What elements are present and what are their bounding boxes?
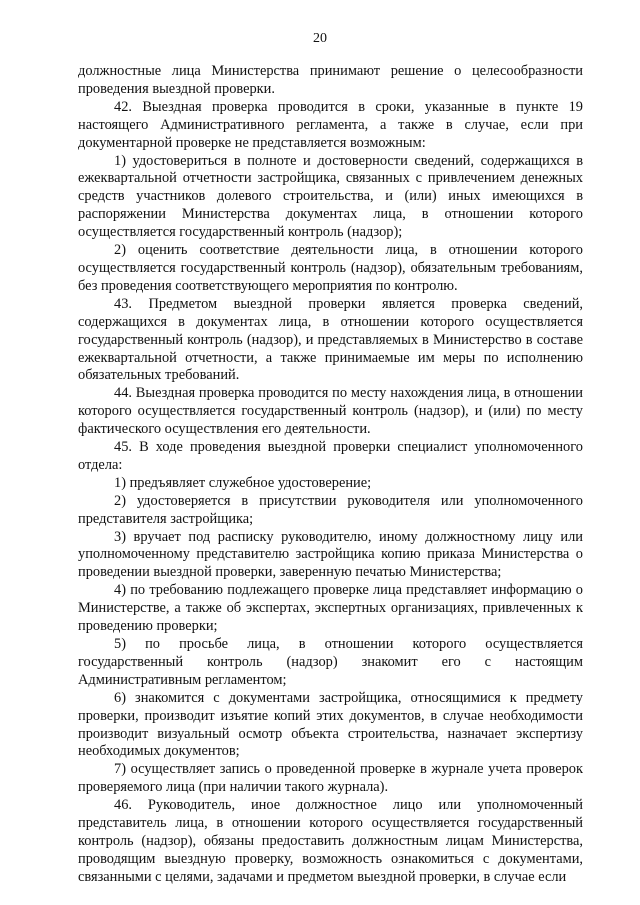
paragraph-43: 43. Предметом выездной проверки является проверка сведений, содержащихся в документах лица, в отношении которого осуществляется государственный контроль (надзор), и представляемых в Министерство в составе ежеквартальной отчетности, а также принимаемые им меры по исполнению обязательных требований. bbox=[78, 295, 583, 384]
page-number: 20 bbox=[313, 31, 327, 46]
paragraph-42-item-1: 1) удостовериться в полноте и достоверности сведений, содержащихся в ежеквартальной отчетности застройщика, связанных с привлечением денежных средств участников долевого строительства, и (или) иных имеющихся в распоряжении Министерства документах лица, в отношении которого осуществляется государственный контроль (надзор); bbox=[78, 152, 583, 241]
paragraph-45: 45. В ходе проведения выездной проверки специалист уполномоченного отдела: bbox=[78, 439, 583, 473]
paragraph-45-item-1: 1) предъявляет служебное удостоверение; bbox=[114, 474, 372, 491]
paragraph-continuation: должностные лица Министерства принимают решение о целесообразности проведения выездной проверки. bbox=[78, 63, 583, 97]
document-body bbox=[78, 63, 583, 887]
paragraph-45-item-2: 2) удостоверяется в присутствии руководителя или уполномоченного представителя застройщика; bbox=[78, 492, 583, 527]
paragraph-45-item-7: 7) осуществляет запись о проведенной проверке в журнале учета проверок проверяемого лица (при наличии такого журнала). bbox=[78, 761, 583, 796]
paragraph-46: 46. Руководитель, иное должностное лицо или уполномоченный представитель лица, в отношении которого осуществляется государственный контроль (надзор), обязаны предоставить должностным лицам Министерства, проводящим выездную проверку, возможность ознакомиться с документами, связанными с целями, задачами и предметом выездной проверки, в случае если bbox=[78, 797, 583, 885]
paragraph-42: 42. Выездная проверка проводится в сроки, указанные в пункте 19 настоящего Административного регламента, а также в случае, если при документарной проверке не представляется возможным: bbox=[78, 98, 583, 151]
paragraph-45-item-5: 5) по просьбе лица, в отношении которого осуществляется государственный контроль (надзор) знакомит его с настоящим Административным регламентом; bbox=[78, 636, 583, 688]
paragraph-44: 44. Выездная проверка проводится по месту нахождения лица, в отношении которого осуществляется государственный контроль (надзор), и (или) по месту фактического осуществления его деятельности. bbox=[78, 385, 583, 438]
paragraph-45-item-4: 4) по требованию подлежащего проверке лица представляет информацию о Министерстве, а также об экспертах, экспертных организациях, привлеченных к проведению проверки; bbox=[78, 582, 583, 635]
paragraph-45-item-6: 6) знакомится с документами застройщика, относящимися к предмету проверки, производит изъятие копий этих документов, в случае необходимости производит визуальный осмотр объекта строительства, назначает экспертизу необходимых документов; bbox=[78, 689, 583, 760]
paragraph-42-item-2: 2) оценить соответствие деятельности лица, в отношении которого осуществляется государственный контроль (надзор), обязательным требованиям, без проведения соответствующего мероприятия по контролю. bbox=[78, 242, 583, 294]
paragraph-45-item-3: 3) вручает под расписку руководителю, иному должностному лицу или уполномоченному представителю застройщика копию приказа Министерства о проведении выездной проверки, заверенную печатью Министерства; bbox=[78, 528, 583, 581]
